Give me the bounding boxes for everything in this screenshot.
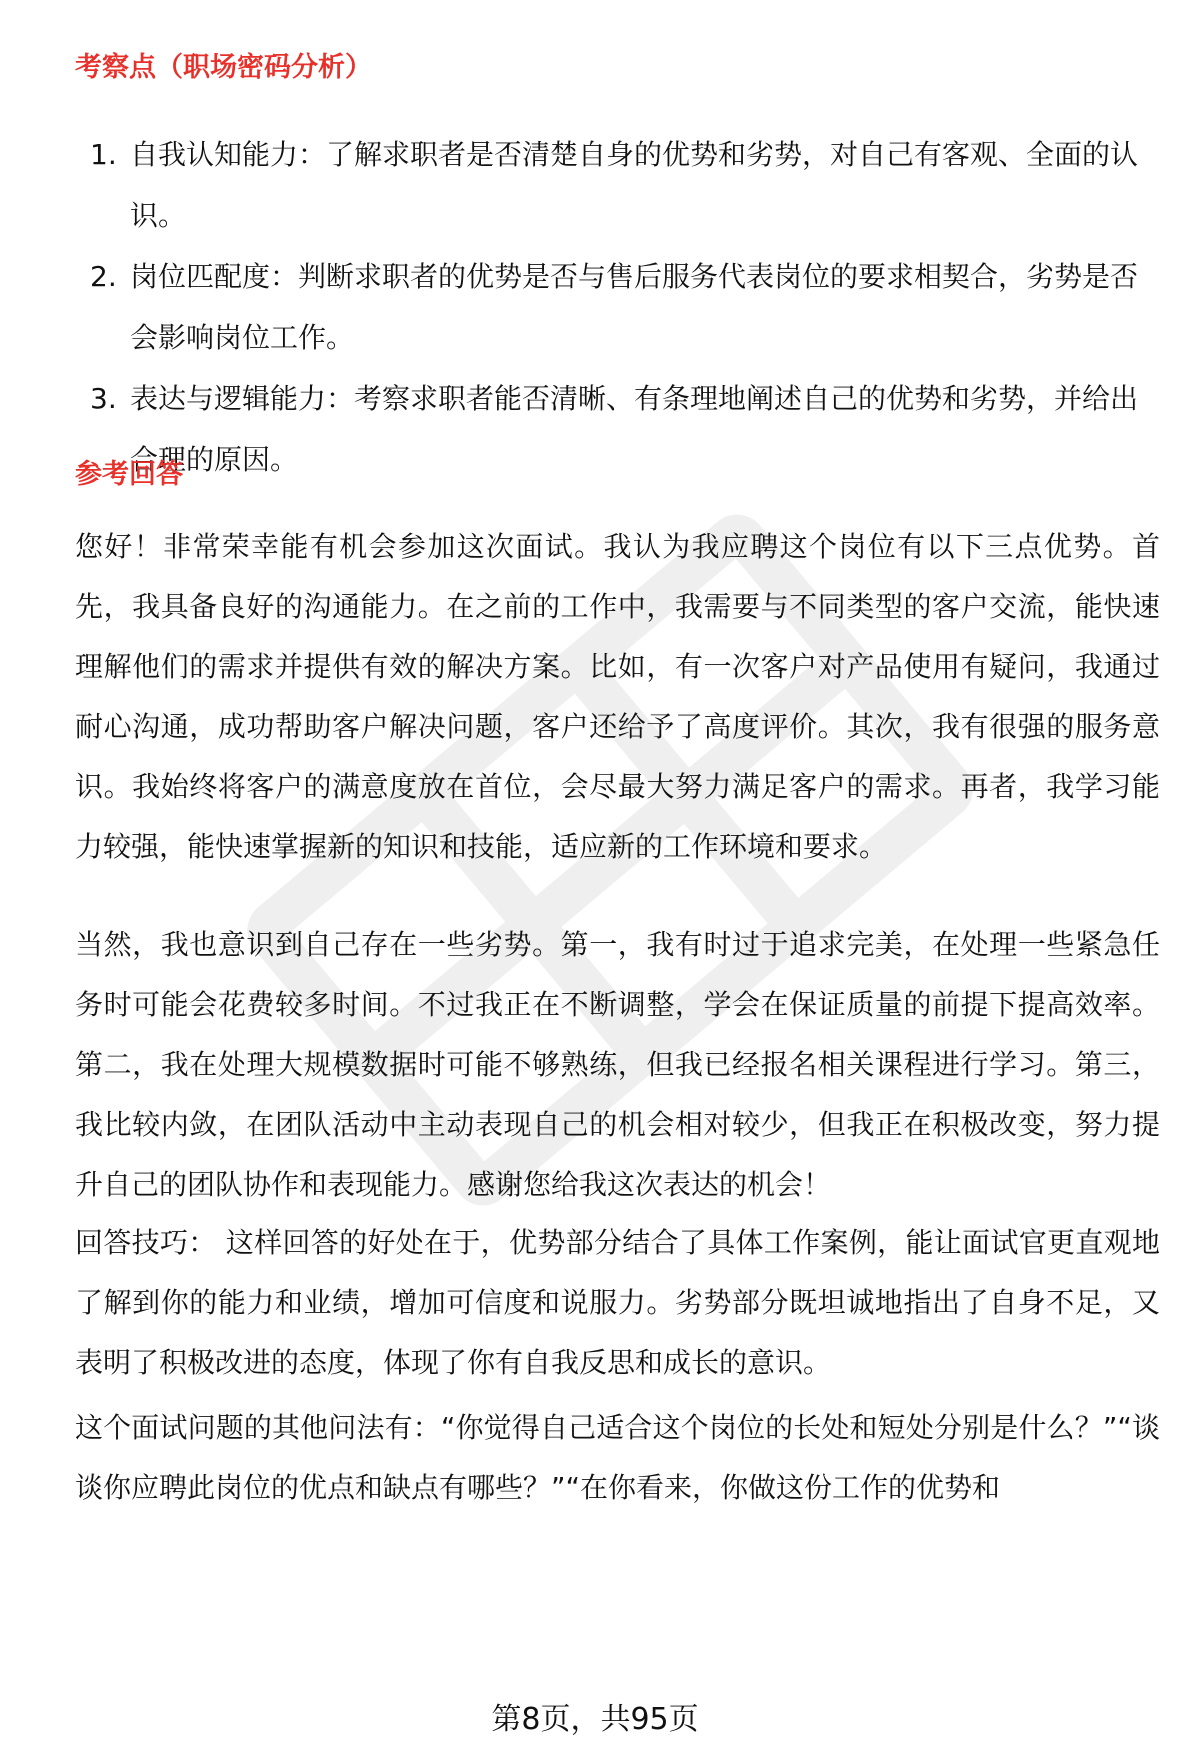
exam-points-list [75, 124, 1155, 490]
list-item-number: 3. [90, 382, 117, 415]
page-number-footer: 第8页，共95页 [491, 1702, 699, 1737]
exam-points-heading: 考察点（职场密码分析） [75, 52, 372, 83]
list-item [75, 246, 1155, 368]
reference-answer-heading: 参考回答 [75, 459, 183, 490]
answer-paragraph-weaknesses: 当然，我也意识到自己存在一些劣势。第一，我有时过于追求完美，在处理一些紧急任务时可能会花费较多时间。不过我正在不断调整，学会在保证质量的前提下提高效率。第二，我在处理大规模数据时可能不够熟练，但我已经报名相关课程进行学习。第三，我比较内敛，在团队活动中主动表现自己的机会相对较少，但我正在积极改变，努力提升自己的团队协作和表现能力。感谢您给我这次表达的机会！ [75, 928, 1160, 1201]
other-asks-paragraph: 这个面试问题的其他问法有：“你觉得自己适合这个岗位的长处和短处分别是什么？”“谈谈你应聘此岗位的优点和缺点有哪些？”“在你看来，你做这份工作的优势和 [75, 1411, 1160, 1504]
list-item-number: 1. [90, 138, 117, 171]
list-item [75, 124, 1155, 246]
answer-tips-paragraph: 回答技巧： 这样回答的好处在于，优势部分结合了具体工作案例，能让面试官更直观地了解到你的能力和业绩，增加可信度和说服力。劣势部分既坦诚地指出了自身不足，又表明了积极改进的态度，体现了你有自我反思和成长的意识。 [75, 1226, 1160, 1379]
list-item-text: 表达与逻辑能力：考察求职者能否清晰、有条理地阐述自己的优势和劣势，并给出合理的原因。 [130, 382, 1139, 476]
list-item-text: 自我认知能力：了解求职者是否清楚自身的优势和劣势，对自己有客观、全面的认识。 [130, 138, 1139, 232]
answer-paragraph-strengths: 您好！非常荣幸能有机会参加这次面试。我认为我应聘这个岗位有以下三点优势。首先，我具备良好的沟通能力。在之前的工作中，我需要与不同类型的客户交流，能快速理解他们的需求并提供有效的解决方案。比如，有一次客户对产品使用有疑问，我通过耐心沟通，成功帮助客户解决问题，客户还给予了高度评价。其次，我有很强的服务意识。我始终将客户的满意度放在首位，会尽最大努力满足客户的需求。再者，我学习能力较强，能快速掌握新的知识和技能，适应新的工作环境和要求。 [75, 530, 1160, 863]
list-item-number: 2. [90, 260, 117, 293]
list-item-text: 岗位匹配度：判断求职者的优势是否与售后服务代表岗位的要求相契合，劣势是否会影响岗位工作。 [130, 260, 1139, 354]
list-item [75, 368, 1155, 490]
